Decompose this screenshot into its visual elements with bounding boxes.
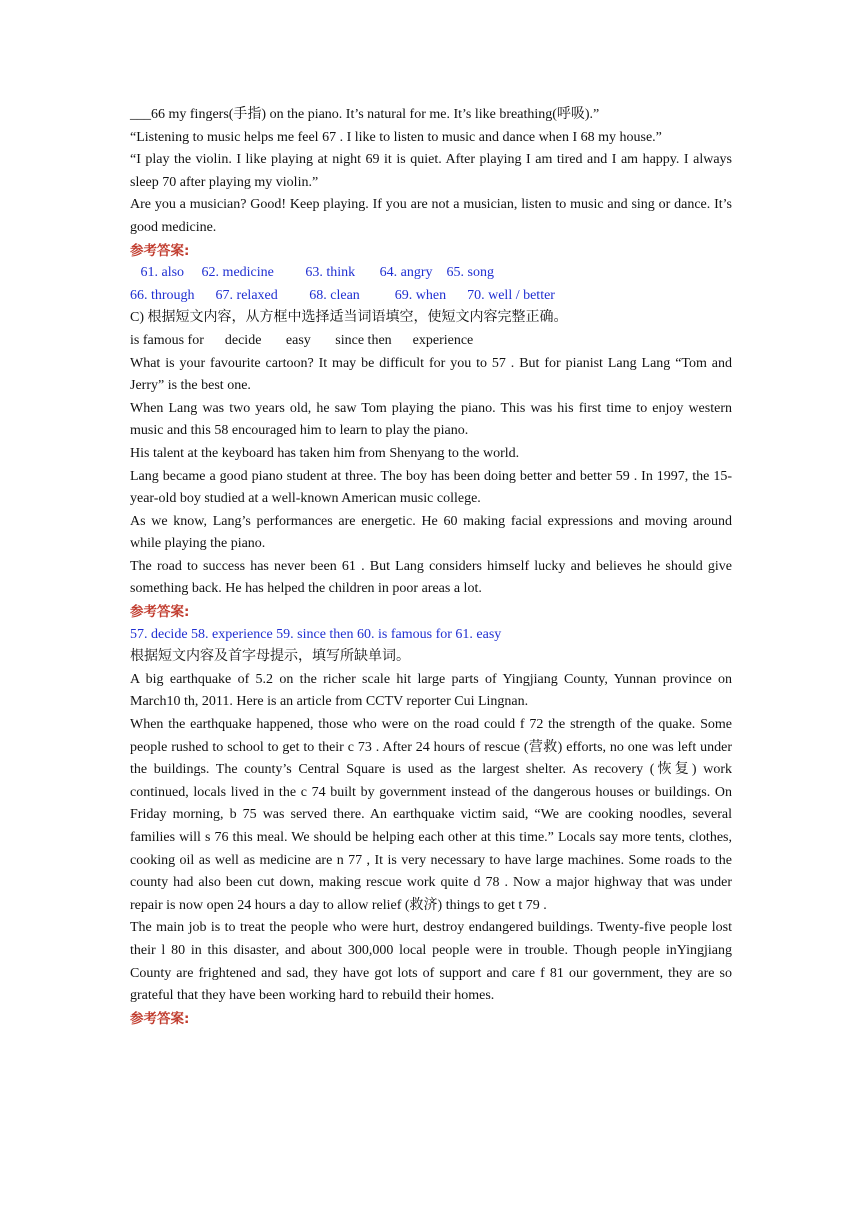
paragraph: Are you a musician? Good! Keep playing. If you are not a musician, listen to music and sing or dance. It’s good medicine. [130, 197, 732, 235]
paragraph: Lang became a good piano student at three. The boy has been doing better and better 59 . In 1997, the 15-year-old boy studied at a well-known American music college. [130, 468, 732, 507]
paragraph: What is your favourite cartoon? It may be difficult for you to 57 . But for pianist Lang Lang “Tom and Jerry” is the best one. [130, 355, 732, 394]
paragraph: A big earthquake of 5.2 on the richer scale hit large parts of Yingjiang County, Yunnan province on March10 th, 2011. Here is an article from CCTV reporter Cui Lingnan. [130, 671, 732, 710]
answer-heading: 参考答案: [130, 1010, 190, 1027]
paragraph: ___66 my fingers(手指) on the piano. It’s natural for me. It’s like breathing(呼吸).” [130, 107, 600, 122]
paragraph: His talent at the keyboard has taken him from Shenyang to the world. [130, 445, 520, 461]
paragraph: The road to success has never been 61 . But Lang considers himself lucky and believes he should give something back. He has helped the children in poor areas a lot. [130, 558, 732, 597]
answer-line: 57. decide 58. experience 59. since then 60. is famous for 61. easy [130, 626, 502, 642]
paragraph: C) 根据短文内容，从方框中选择适当词语填空，使短文内容完整正确。 [130, 310, 568, 326]
paragraph: As we know, Lang’s performances are energetic. He 60 making facial expressions and moving around while playing the piano. [130, 513, 732, 552]
answer-line: 66. through 67. relaxed 68. clean 69. when 70. well / better [130, 287, 555, 303]
document-body [130, 104, 732, 1030]
answer-heading: 参考答案: [130, 604, 190, 621]
paragraph: “Listening to music helps me feel 67 . I like to listen to music and dance when I 68 my house.” [130, 129, 662, 145]
answer-heading: 参考答案: [130, 242, 190, 259]
paragraph: 根据短文内容及首字母提示，填写所缺单词。 [130, 649, 410, 665]
word-box-options: is famous for decide easy since then experience [130, 332, 474, 348]
answer-line: 61. also 62. medicine 63. think 64. angry 65. song [130, 265, 494, 281]
paragraph: When the earthquake happened, those who were on the road could f 72 the strength of the quake. Some people rushed to school to get to their c 73 . After 24 hours of rescue (营救) efforts, no one was left under the buildings. The county’s Central Square is used as the largest shelter. As recovery (恢复) work continued, locals lived in the c 74 built by government instead of the dangerous houses or buildings. On Friday morning, b 75 was served there. An earthquake victim said, “We are cooking noodles, several families will s 76 this meal. We should be helping each other at this time.” Locals say more tents, clothes, cooking oil as well as medicine are n 77 , It is very necessary to have large machines. Some roads to the county had also been cut down, making rescue work quite d 78 . Now a major highway that was under repair is now open 24 hours a day to allow relief (救济) things to get t 79 . [130, 717, 732, 913]
paragraph: When Lang was two years old, he saw Tom playing the piano. This was his first time to enjoy western music and this 58 encouraged him to learn to play the piano. [130, 400, 732, 439]
paragraph: “I play the violin. I like playing at night 69 it is quiet. After playing I am tired and I am happy. I always sleep 70 after playing my violin.” [130, 152, 732, 190]
paragraph: The main job is to treat the people who were hurt, destroy endangered buildings. Twenty-five people lost their l 80 in this disaster, and about 300,000 local people were in trouble. Though people inYingjiang County are frightened and sad, they have got lots of support and care f 81 our government, they are so grateful that they have been working hard to rebuild their homes. [130, 920, 732, 1004]
